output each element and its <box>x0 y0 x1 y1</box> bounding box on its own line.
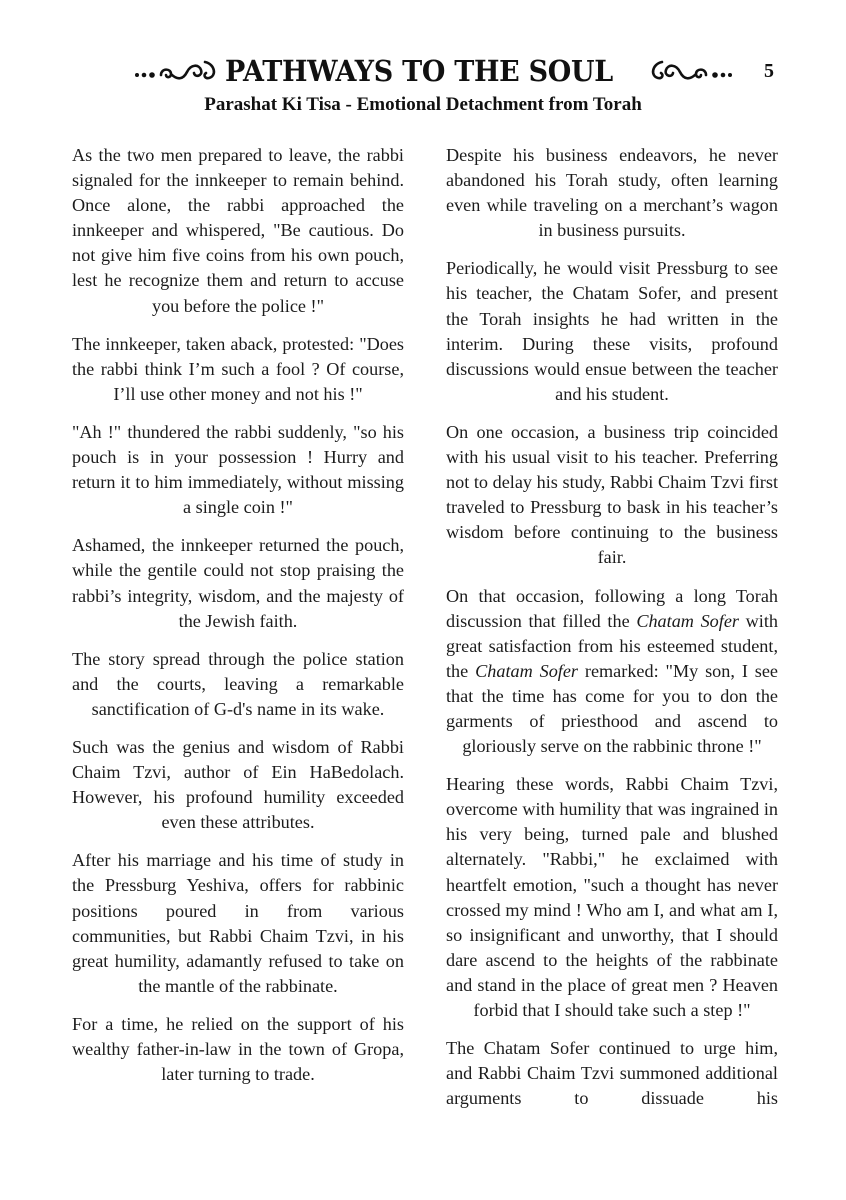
text-run: remarked: "My son, I see that the time has come for you to don the garments of priesthood and ascend to gloriously serve on the rabbinic throne !" <box>446 660 778 757</box>
paragraph-with-italics <box>446 584 778 760</box>
right-flourish-ornament-icon <box>646 58 734 84</box>
paragraph: Such was the genius and wisdom of Rabbi Chaim Tzvi, author of Ein HaBedolach. However, his profound humility exceeded even these attributes. <box>72 736 404 833</box>
right-text-column <box>446 143 778 1124</box>
paragraph: As the two men prepared to leave, the rabbi signaled for the innkeeper to remain behind. Once alone, the rabbi approached the innkeeper and whispered, "Be cautious. Do not give him five coins from his own pouch, lest he recognize them and return to accuse you before the police !" <box>72 145 404 316</box>
page-number: 5 <box>764 60 774 82</box>
paragraph: On one occasion, a business trip coincided with his usual visit to his teacher. Preferring not to delay his study, Rabbi Chaim Tzvi first traveled to Pressburg to bask in his teacher’s wisdom before continuing to the business fair. <box>446 421 778 568</box>
text-run: with great satisfaction from his esteemed student, the <box>446 610 778 681</box>
paragraph: Despite his business endeavors, he never abandoned his Torah study, often learning even while traveling on a merchant’s wagon in business pursuits. <box>446 145 778 241</box>
paragraph: "Ah !" thundered the rabbi suddenly, "so his pouch is in your possession ! Hurry and return it to him immediately, without missing a single coin !" <box>72 421 404 518</box>
header-title-row <box>133 48 734 94</box>
italic-name: Chatam Sofer <box>475 660 579 681</box>
paragraph: Hearing these words, Rabbi Chaim Tzvi, overcome with humility that was ingrained in his very being, turned pale and blushed alternately. "Rabbi," he exclaimed with heartfelt emotion, "such a thought has never crossed my mind ! Who am I, and what am I, so insignificant and unworthy, that I should dare ascend to the heights of the rabbinate and stand in the place of great men ? Heaven forbid that I should take such a step !" <box>446 774 778 1020</box>
paragraph-continued: The Chatam Sofer continued to urge him, and Rabbi Chaim Tzvi summoned additional arguments to dissuade his <box>446 1038 778 1109</box>
publication-title: PATHWAYS TO THE SOUL <box>225 54 613 88</box>
paragraph: The innkeeper, taken aback, protested: "Does the rabbi think I’m such a fool ? Of course, I’ll use other money and not his !" <box>72 333 404 404</box>
paragraph: For a time, he relied on the support of his wealthy father-in-law in the town of Gropa, later turning to trade. <box>72 1013 404 1085</box>
paragraph: Ashamed, the innkeeper returned the pouch, while the gentile could not stop praising the rabbi’s integrity, wisdom, and the majesty of the Jewish faith. <box>72 535 404 631</box>
paragraph: The story spread through the police station and the courts, leaving a remarkable sanctification of G-d's name in its wake. <box>72 648 404 719</box>
paragraph: After his marriage and his time of study in the Pressburg Yeshiva, offers for rabbinic positions poured in from various communities, but Rabbi Chaim Tzvi, in his great humility, adamantly refused to take on the mantle of the rabbinate. <box>72 850 404 996</box>
paragraph: Periodically, he would visit Pressburg to see his teacher, the Chatam Sofer, and present the Torah insights he had written in the interim. During these visits, profound discussions would ensue between the teacher and his student. <box>446 258 778 404</box>
page-header <box>0 48 846 94</box>
text-run: On that occasion, following a long Torah discussion that filled the <box>446 585 778 631</box>
italic-name: Chatam Sofer <box>636 610 739 631</box>
left-flourish-ornament-icon <box>133 58 221 84</box>
left-text-column <box>72 143 404 1100</box>
article-subtitle: Parashat Ki Tisa - Emotional Detachment from Torah <box>204 94 642 115</box>
